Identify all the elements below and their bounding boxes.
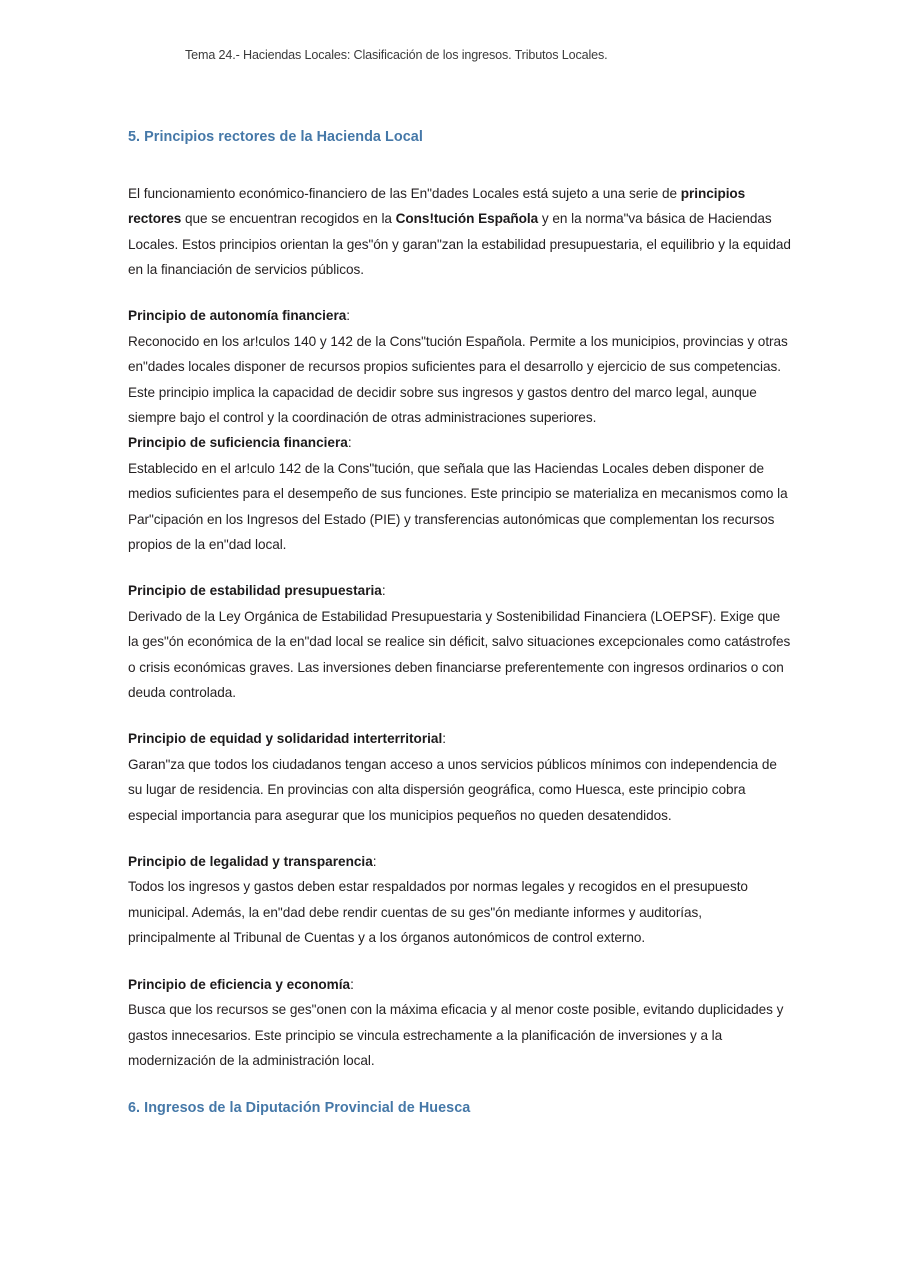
principle-body: Busca que los recursos se ges"onen con la máxima eficacia y al menor coste posible, evitando duplicidades y gastos innecesarios. Este principio se vincula estrechamente a la planificación de inversiones y a la modernización de la administración local.	[128, 1002, 784, 1068]
principle-title	[128, 972, 792, 997]
principle-title	[128, 726, 792, 751]
intro-paragraph	[128, 181, 792, 283]
principle-title-colon: :	[372, 854, 377, 870]
principle-title-colon: :	[442, 731, 447, 747]
section-heading-6: 6. Ingresos de la Diputación Provincial de Huesca	[128, 1100, 471, 1116]
principle-block-estabilidad	[128, 578, 792, 705]
principle-title-text: Principio de autonomía financiera	[128, 308, 347, 324]
principle-title-colon: :	[350, 976, 354, 992]
intro-bold-constitucion: Cons!tución Española	[395, 211, 539, 227]
intro-text-3: y en la norma"va básica de Haciendas Locales. Estos principios orientan la ges"ón y garan"zan la estabilidad presupuestaria, el equilibrio y la equidad en la financiación de servicios públicos.	[128, 211, 791, 277]
principle-block-eficiencia	[128, 972, 792, 1074]
principle-block-suficiencia	[128, 430, 792, 557]
intro-bold-principios: principios rectores	[128, 185, 746, 227]
principle-body: Todos los ingresos y gastos deben estar respaldados por normas legales y recogidos en el presupuesto municipal. Además, la en"dad debe rendir cuentas de su ges"ón mediante informes y auditorías, principalmente al Tribunal de Cuentas y a los órganos autonómicos de control externo.	[128, 879, 748, 946]
document-body	[128, 128, 792, 1073]
principle-title	[128, 430, 792, 455]
principle-title	[128, 849, 792, 874]
principle-title	[128, 303, 792, 328]
principle-body: Reconocido en los ar!culos 140 y 142 de la Cons"tución Española. Permite a los municipios, provincias y otras en"dades locales disponer de recursos propios suficientes para el desarrollo y ejercicio de sus competencias. Este principio implica la capacidad de decidir sobre sus ingresos y gastos dentro del marco legal, aunque siempre bajo el control y la coordinación de otras administraciones superiores.	[128, 333, 788, 425]
principle-block-equidad	[128, 726, 792, 828]
principle-body: Establecido en el ar!culo 142 de la Cons"tución, que señala que las Haciendas Locales deben disponer de medios suficientes para el desempeño de sus funciones. Este principio se materializa en mecanismos como la Par"cipación en los Ingresos del Estado (PIE) y transferencias autonómicas que complementan los recursos propios de la en"dad local.	[128, 460, 788, 552]
principle-title-colon: :	[347, 435, 352, 451]
principle-title-colon: :	[381, 583, 386, 599]
principle-title	[128, 578, 792, 603]
principle-block-legalidad	[128, 849, 792, 951]
intro-text-2: que se encuentran recogidos en la	[181, 211, 396, 227]
section-heading-5: 5. Principios rectores de la Hacienda Local	[128, 129, 423, 145]
principle-body: Garan"za que todos los ciudadanos tengan acceso a unos servicios públicos mínimos con independencia de su lugar de residencia. En provincias con alta dispersión geográfica, como Huesca, este principio cobra especial importancia para asegurar que los municipios pequeños no queden desatendidos.	[128, 756, 777, 823]
running-header: Tema 24.- Haciendas Locales: Clasificación de los ingresos. Tributos Locales.	[185, 48, 608, 62]
principle-body: Derivado de la Ley Orgánica de Estabilidad Presupuestaria y Sostenibilidad Financiera (LOEPSF). Exige que la ges"ón económica de la en"dad local se realice sin déficit, salvo situaciones excepcionales como catástrofes o crisis económicas graves. Las inversiones deben financiarse preferentemente con ingresos ordinarios o con deuda controlada.	[128, 608, 791, 701]
principle-block-autonomia	[128, 303, 792, 430]
principle-title-text: Principio de suficiencia financiera	[128, 435, 348, 451]
principle-title-text: Principio de estabilidad presupuestaria	[128, 583, 382, 599]
principle-title-text: Principio de equidad y solidaridad interterritorial	[128, 731, 443, 747]
principle-title-text: Principio de eficiencia y economía	[128, 976, 351, 992]
principle-title-text: Principio de legalidad y transparencia	[128, 854, 373, 870]
intro-text-1: El funcionamiento económico-financiero de las En"dades Locales está sujeto a una serie de	[128, 185, 681, 201]
principle-title-colon: :	[346, 308, 351, 324]
